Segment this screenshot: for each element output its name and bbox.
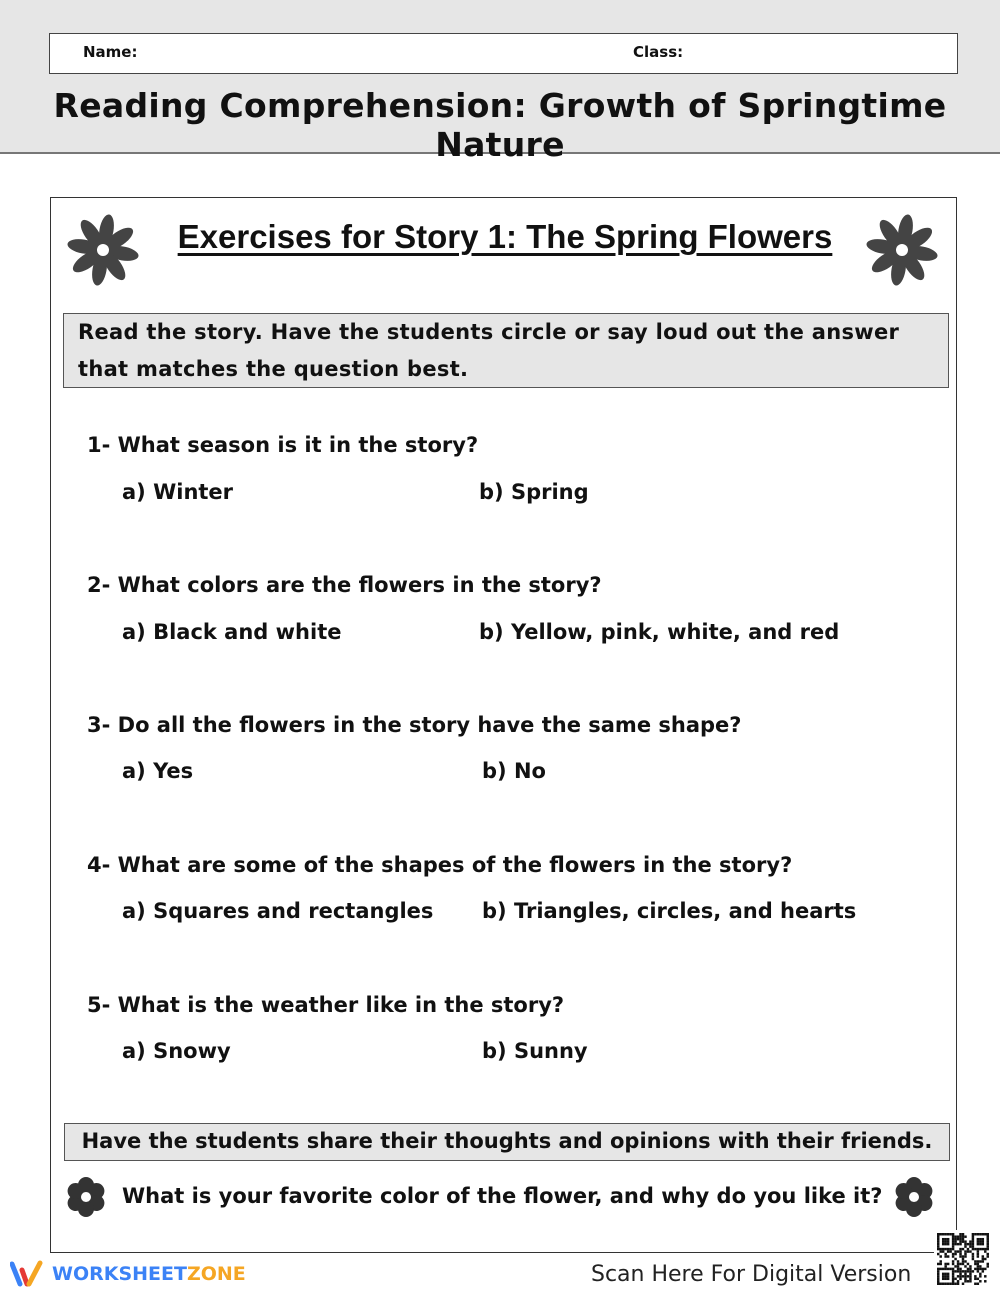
qr-module	[972, 1253, 974, 1255]
qr-module	[962, 1275, 964, 1277]
qr-module	[937, 1245, 939, 1247]
qr-module	[977, 1253, 979, 1255]
qr-module	[979, 1233, 981, 1235]
qr-module	[954, 1270, 956, 1272]
qr-module	[967, 1275, 969, 1277]
qr-module	[969, 1265, 971, 1267]
qr-module	[959, 1233, 961, 1235]
qr-module	[977, 1238, 979, 1240]
qr-module	[959, 1270, 961, 1272]
qr-module	[967, 1248, 969, 1250]
qr-module	[959, 1273, 961, 1275]
qr-module	[972, 1238, 974, 1240]
qr-module	[964, 1253, 966, 1255]
qr-module	[979, 1240, 981, 1242]
qr-module	[942, 1238, 944, 1240]
qr-module	[962, 1238, 964, 1240]
qr-module	[954, 1250, 956, 1252]
qr-module	[959, 1243, 961, 1245]
qr-module	[967, 1263, 969, 1265]
qr-module	[952, 1278, 954, 1280]
qr-module	[952, 1263, 954, 1265]
qr-module	[959, 1278, 961, 1280]
qr-module	[977, 1255, 979, 1257]
qr-module	[972, 1248, 974, 1250]
instruction-box: Read the story. Have the students circle or say loud out the answer that matches the question best.	[63, 313, 949, 388]
qr-module	[987, 1240, 989, 1242]
qr-module	[959, 1250, 961, 1252]
qr-module	[947, 1263, 949, 1265]
small-flower-icon	[891, 1174, 937, 1220]
qr-module	[944, 1283, 946, 1285]
qr-module	[964, 1270, 966, 1272]
qr-module	[982, 1248, 984, 1250]
qr-module	[954, 1283, 956, 1285]
qr-module	[972, 1233, 974, 1235]
qr-module	[937, 1253, 939, 1255]
qr-module	[949, 1248, 951, 1250]
qr-module	[982, 1255, 984, 1257]
qr-module	[957, 1268, 959, 1270]
qr-module	[952, 1248, 954, 1250]
qr-module	[957, 1283, 959, 1285]
qr-module	[974, 1260, 976, 1262]
qr-module	[949, 1250, 951, 1252]
qr-module	[947, 1240, 949, 1242]
qr-module	[969, 1250, 971, 1252]
qr-module	[977, 1263, 979, 1265]
qr-module	[964, 1265, 966, 1267]
qr-module	[972, 1258, 974, 1260]
qr-module	[984, 1280, 986, 1282]
qr-module	[944, 1243, 946, 1245]
qr-module	[942, 1278, 944, 1280]
qr-module	[959, 1248, 961, 1250]
qr-module	[977, 1268, 979, 1270]
qr-module	[967, 1280, 969, 1282]
qr-module	[937, 1273, 939, 1275]
qr-module	[982, 1243, 984, 1245]
qr-module	[977, 1283, 979, 1285]
question-4: 4- What are some of the shapes of the flowers in the story?	[87, 853, 793, 877]
qr-module	[959, 1240, 961, 1242]
qr-module	[939, 1260, 941, 1262]
qr-module	[972, 1270, 974, 1272]
qr-module	[977, 1243, 979, 1245]
qr-module	[952, 1273, 954, 1275]
qr-module	[987, 1248, 989, 1250]
scan-text: Scan Here For Digital Version	[591, 1262, 912, 1287]
qr-module	[974, 1268, 976, 1270]
qr-module	[942, 1283, 944, 1285]
qr-module	[982, 1268, 984, 1270]
qr-module	[939, 1263, 941, 1265]
exercise-box	[50, 197, 957, 1253]
qr-module	[944, 1233, 946, 1235]
qr-module	[982, 1258, 984, 1260]
qr-module	[957, 1263, 959, 1265]
qr-module	[977, 1278, 979, 1280]
header	[0, 0, 1000, 164]
qr-module	[984, 1248, 986, 1250]
qr-module	[944, 1273, 946, 1275]
qr-module	[957, 1275, 959, 1277]
qr-module	[984, 1233, 986, 1235]
qr-module	[957, 1270, 959, 1272]
qr-module	[952, 1235, 954, 1237]
option-a[interactable]: a) Snowy	[122, 1039, 231, 1063]
qr-module	[959, 1268, 961, 1270]
small-flower-icon	[63, 1174, 109, 1220]
qr-module	[954, 1265, 956, 1267]
qr-module	[969, 1245, 971, 1247]
qr-module	[982, 1270, 984, 1272]
qr-module	[957, 1250, 959, 1252]
qr-module	[964, 1243, 966, 1245]
qr-module	[962, 1255, 964, 1257]
qr-module	[954, 1235, 956, 1237]
qr-module	[947, 1238, 949, 1240]
qr-module	[959, 1263, 961, 1265]
exercise-title: Exercises for Story 1: The Spring Flowers	[177, 218, 833, 255]
qr-module	[957, 1265, 959, 1267]
qr-module	[947, 1275, 949, 1277]
qr-module	[954, 1238, 956, 1240]
qr-module	[944, 1248, 946, 1250]
qr-module	[979, 1243, 981, 1245]
qr-module	[942, 1248, 944, 1250]
qr-module	[977, 1248, 979, 1250]
name-label: Name:	[83, 43, 138, 61]
qr-module	[979, 1280, 981, 1282]
qr-module	[984, 1258, 986, 1260]
qr-module	[947, 1278, 949, 1280]
qr-module	[962, 1283, 964, 1285]
qr-module	[964, 1235, 966, 1237]
qr-module	[939, 1283, 941, 1285]
option-b[interactable]: b) Yellow, pink, white, and red	[479, 620, 840, 644]
qr-module	[977, 1240, 979, 1242]
option-a[interactable]: a) Winter	[122, 480, 234, 504]
qr-module	[954, 1258, 956, 1260]
qr-module	[944, 1278, 946, 1280]
qr-module	[962, 1263, 964, 1265]
qr-module	[947, 1243, 949, 1245]
worksheetzone-logo[interactable]	[10, 1260, 246, 1288]
qr-module	[959, 1255, 961, 1257]
page-title: Reading Comprehension: Growth of Springtime Nature	[53, 86, 947, 164]
qr-module	[957, 1235, 959, 1237]
qr-module	[952, 1253, 954, 1255]
option-a[interactable]: a) Squares and rectangles	[122, 899, 434, 923]
option-a[interactable]: a) Black and white	[122, 620, 342, 644]
qr-module	[964, 1273, 966, 1275]
qr-module	[957, 1280, 959, 1282]
qr-module	[977, 1265, 979, 1267]
qr-module	[977, 1270, 979, 1272]
qr-module	[942, 1273, 944, 1275]
qr-module	[942, 1250, 944, 1252]
qr-module	[987, 1265, 989, 1267]
qr-module	[942, 1243, 944, 1245]
qr-module	[984, 1275, 986, 1277]
qr-module	[939, 1268, 941, 1270]
qr-module	[952, 1245, 954, 1247]
option-b[interactable]: b) Spring	[479, 480, 589, 504]
qr-module	[952, 1260, 954, 1262]
qr-module	[987, 1238, 989, 1240]
qr-module	[962, 1270, 964, 1272]
qr-module	[954, 1243, 956, 1245]
qr-module	[969, 1243, 971, 1245]
qr-module	[979, 1248, 981, 1250]
qr-module	[982, 1240, 984, 1242]
qr-module	[947, 1268, 949, 1270]
qr-module	[987, 1245, 989, 1247]
qr-module	[974, 1248, 976, 1250]
question-3: 3- Do all the flowers in the story have the same shape?	[87, 713, 742, 737]
logo-text-zone: ZONE	[186, 1263, 246, 1285]
qr-module	[937, 1238, 939, 1240]
qr-module	[969, 1273, 971, 1275]
qr-module	[942, 1233, 944, 1235]
qr-module	[947, 1255, 949, 1257]
qr-module	[947, 1250, 949, 1252]
qr-module	[964, 1260, 966, 1262]
qr-module	[947, 1283, 949, 1285]
qr-module	[982, 1260, 984, 1262]
qr-module	[957, 1238, 959, 1240]
option-b[interactable]: b) No	[482, 759, 546, 783]
qr-module	[947, 1273, 949, 1275]
qr-module	[944, 1265, 946, 1267]
qr-module	[987, 1253, 989, 1255]
qr-module	[962, 1240, 964, 1242]
qr-module	[962, 1258, 964, 1260]
qr-module	[977, 1260, 979, 1262]
qr-module	[952, 1280, 954, 1282]
qr-module	[969, 1280, 971, 1282]
qr-module	[944, 1268, 946, 1270]
qr-module	[984, 1268, 986, 1270]
qr-module	[962, 1235, 964, 1237]
qr-module	[942, 1268, 944, 1270]
qr-module	[974, 1263, 976, 1265]
qr-module	[974, 1283, 976, 1285]
qr-module	[959, 1238, 961, 1240]
qr-module	[942, 1240, 944, 1242]
favorite-question: What is your favorite color of the flower, and why do you like it?	[122, 1184, 883, 1208]
qr-module	[982, 1238, 984, 1240]
qr-module	[987, 1233, 989, 1235]
qr-module	[952, 1243, 954, 1245]
qr-module	[964, 1278, 966, 1280]
question-5: 5- What is the weather like in the story?	[87, 993, 565, 1017]
qr-module	[954, 1278, 956, 1280]
qr-module	[972, 1255, 974, 1257]
qr-module	[937, 1270, 939, 1272]
qr-module	[969, 1275, 971, 1277]
qr-module	[937, 1268, 939, 1270]
qr-module	[979, 1238, 981, 1240]
qr-module	[944, 1253, 946, 1255]
qr-module	[979, 1268, 981, 1270]
qr-module	[979, 1273, 981, 1275]
share-box: Have the students share their thoughts and opinions with their friends.	[64, 1123, 950, 1161]
qr-module	[967, 1243, 969, 1245]
option-b[interactable]: b) Triangles, circles, and hearts	[482, 899, 857, 923]
qr-module	[972, 1240, 974, 1242]
qr-module	[949, 1233, 951, 1235]
qr-module	[972, 1235, 974, 1237]
qr-module	[952, 1270, 954, 1272]
qr-module	[937, 1233, 939, 1235]
qr-module	[972, 1243, 974, 1245]
qr-module	[974, 1233, 976, 1235]
logo-text: WORKSHEET	[52, 1263, 187, 1285]
qr-module	[944, 1240, 946, 1242]
qr-module	[962, 1233, 964, 1235]
qr-module	[964, 1250, 966, 1252]
option-b[interactable]: b) Sunny	[482, 1039, 588, 1063]
qr-module	[939, 1250, 941, 1252]
qr-module	[939, 1255, 941, 1257]
qr-module	[952, 1240, 954, 1242]
qr-module	[974, 1278, 976, 1280]
qr-module	[954, 1253, 956, 1255]
qr-module	[984, 1250, 986, 1252]
qr-module	[964, 1240, 966, 1242]
class-label: Class:	[633, 43, 684, 61]
qr-module	[964, 1245, 966, 1247]
qr-module	[969, 1268, 971, 1270]
qr-module	[949, 1283, 951, 1285]
qr-module	[957, 1260, 959, 1262]
qr-module	[959, 1253, 961, 1255]
qr-module	[972, 1245, 974, 1247]
qr-module	[952, 1283, 954, 1285]
qr-module	[969, 1278, 971, 1280]
qr-module	[937, 1263, 939, 1265]
qr-module	[939, 1233, 941, 1235]
qr-module	[987, 1243, 989, 1245]
name-class-box	[49, 33, 958, 74]
qr-module	[952, 1268, 954, 1270]
option-a[interactable]: a) Yes	[122, 759, 194, 783]
qr-module	[947, 1248, 949, 1250]
qr-module	[964, 1275, 966, 1277]
logo-icon	[10, 1260, 46, 1288]
flower-icon	[862, 210, 942, 290]
qr-module	[944, 1263, 946, 1265]
qr-module	[969, 1270, 971, 1272]
qr-module	[937, 1240, 939, 1242]
qr-module	[969, 1240, 971, 1242]
qr-module	[939, 1248, 941, 1250]
qr-module	[974, 1275, 976, 1277]
qr-module	[942, 1275, 944, 1277]
qr-module	[987, 1263, 989, 1265]
qr-module	[977, 1250, 979, 1252]
qr-module	[967, 1250, 969, 1252]
qr-module	[979, 1265, 981, 1267]
qr-module	[964, 1280, 966, 1282]
qr-module	[952, 1275, 954, 1277]
qr-module	[952, 1238, 954, 1240]
qr-module	[937, 1283, 939, 1285]
qr-module	[957, 1243, 959, 1245]
qr-module	[944, 1275, 946, 1277]
qr-module	[987, 1235, 989, 1237]
qr-module	[937, 1235, 939, 1237]
question-1: 1- What season is it in the story?	[87, 433, 479, 457]
qr-module	[987, 1255, 989, 1257]
qr-code-icon[interactable]	[934, 1230, 992, 1288]
qr-module	[977, 1233, 979, 1235]
qr-module	[959, 1235, 961, 1237]
qr-module	[979, 1260, 981, 1262]
qr-module	[967, 1268, 969, 1270]
qr-module	[937, 1280, 939, 1282]
qr-module	[967, 1270, 969, 1272]
qr-module	[947, 1233, 949, 1235]
qr-module	[962, 1260, 964, 1262]
qr-module	[937, 1248, 939, 1250]
question-2: 2- What colors are the flowers in the story?	[87, 573, 602, 597]
qr-module	[944, 1255, 946, 1257]
qr-module	[937, 1275, 939, 1277]
qr-module	[944, 1238, 946, 1240]
qr-module	[949, 1268, 951, 1270]
qr-module	[952, 1233, 954, 1235]
qr-module	[954, 1240, 956, 1242]
qr-module	[959, 1275, 961, 1277]
qr-module	[937, 1278, 939, 1280]
qr-module	[982, 1233, 984, 1235]
qr-module	[962, 1248, 964, 1250]
qr-module	[937, 1243, 939, 1245]
flower-icon	[63, 210, 143, 290]
qr-module	[979, 1275, 981, 1277]
qr-module	[952, 1255, 954, 1257]
qr-module	[964, 1255, 966, 1257]
